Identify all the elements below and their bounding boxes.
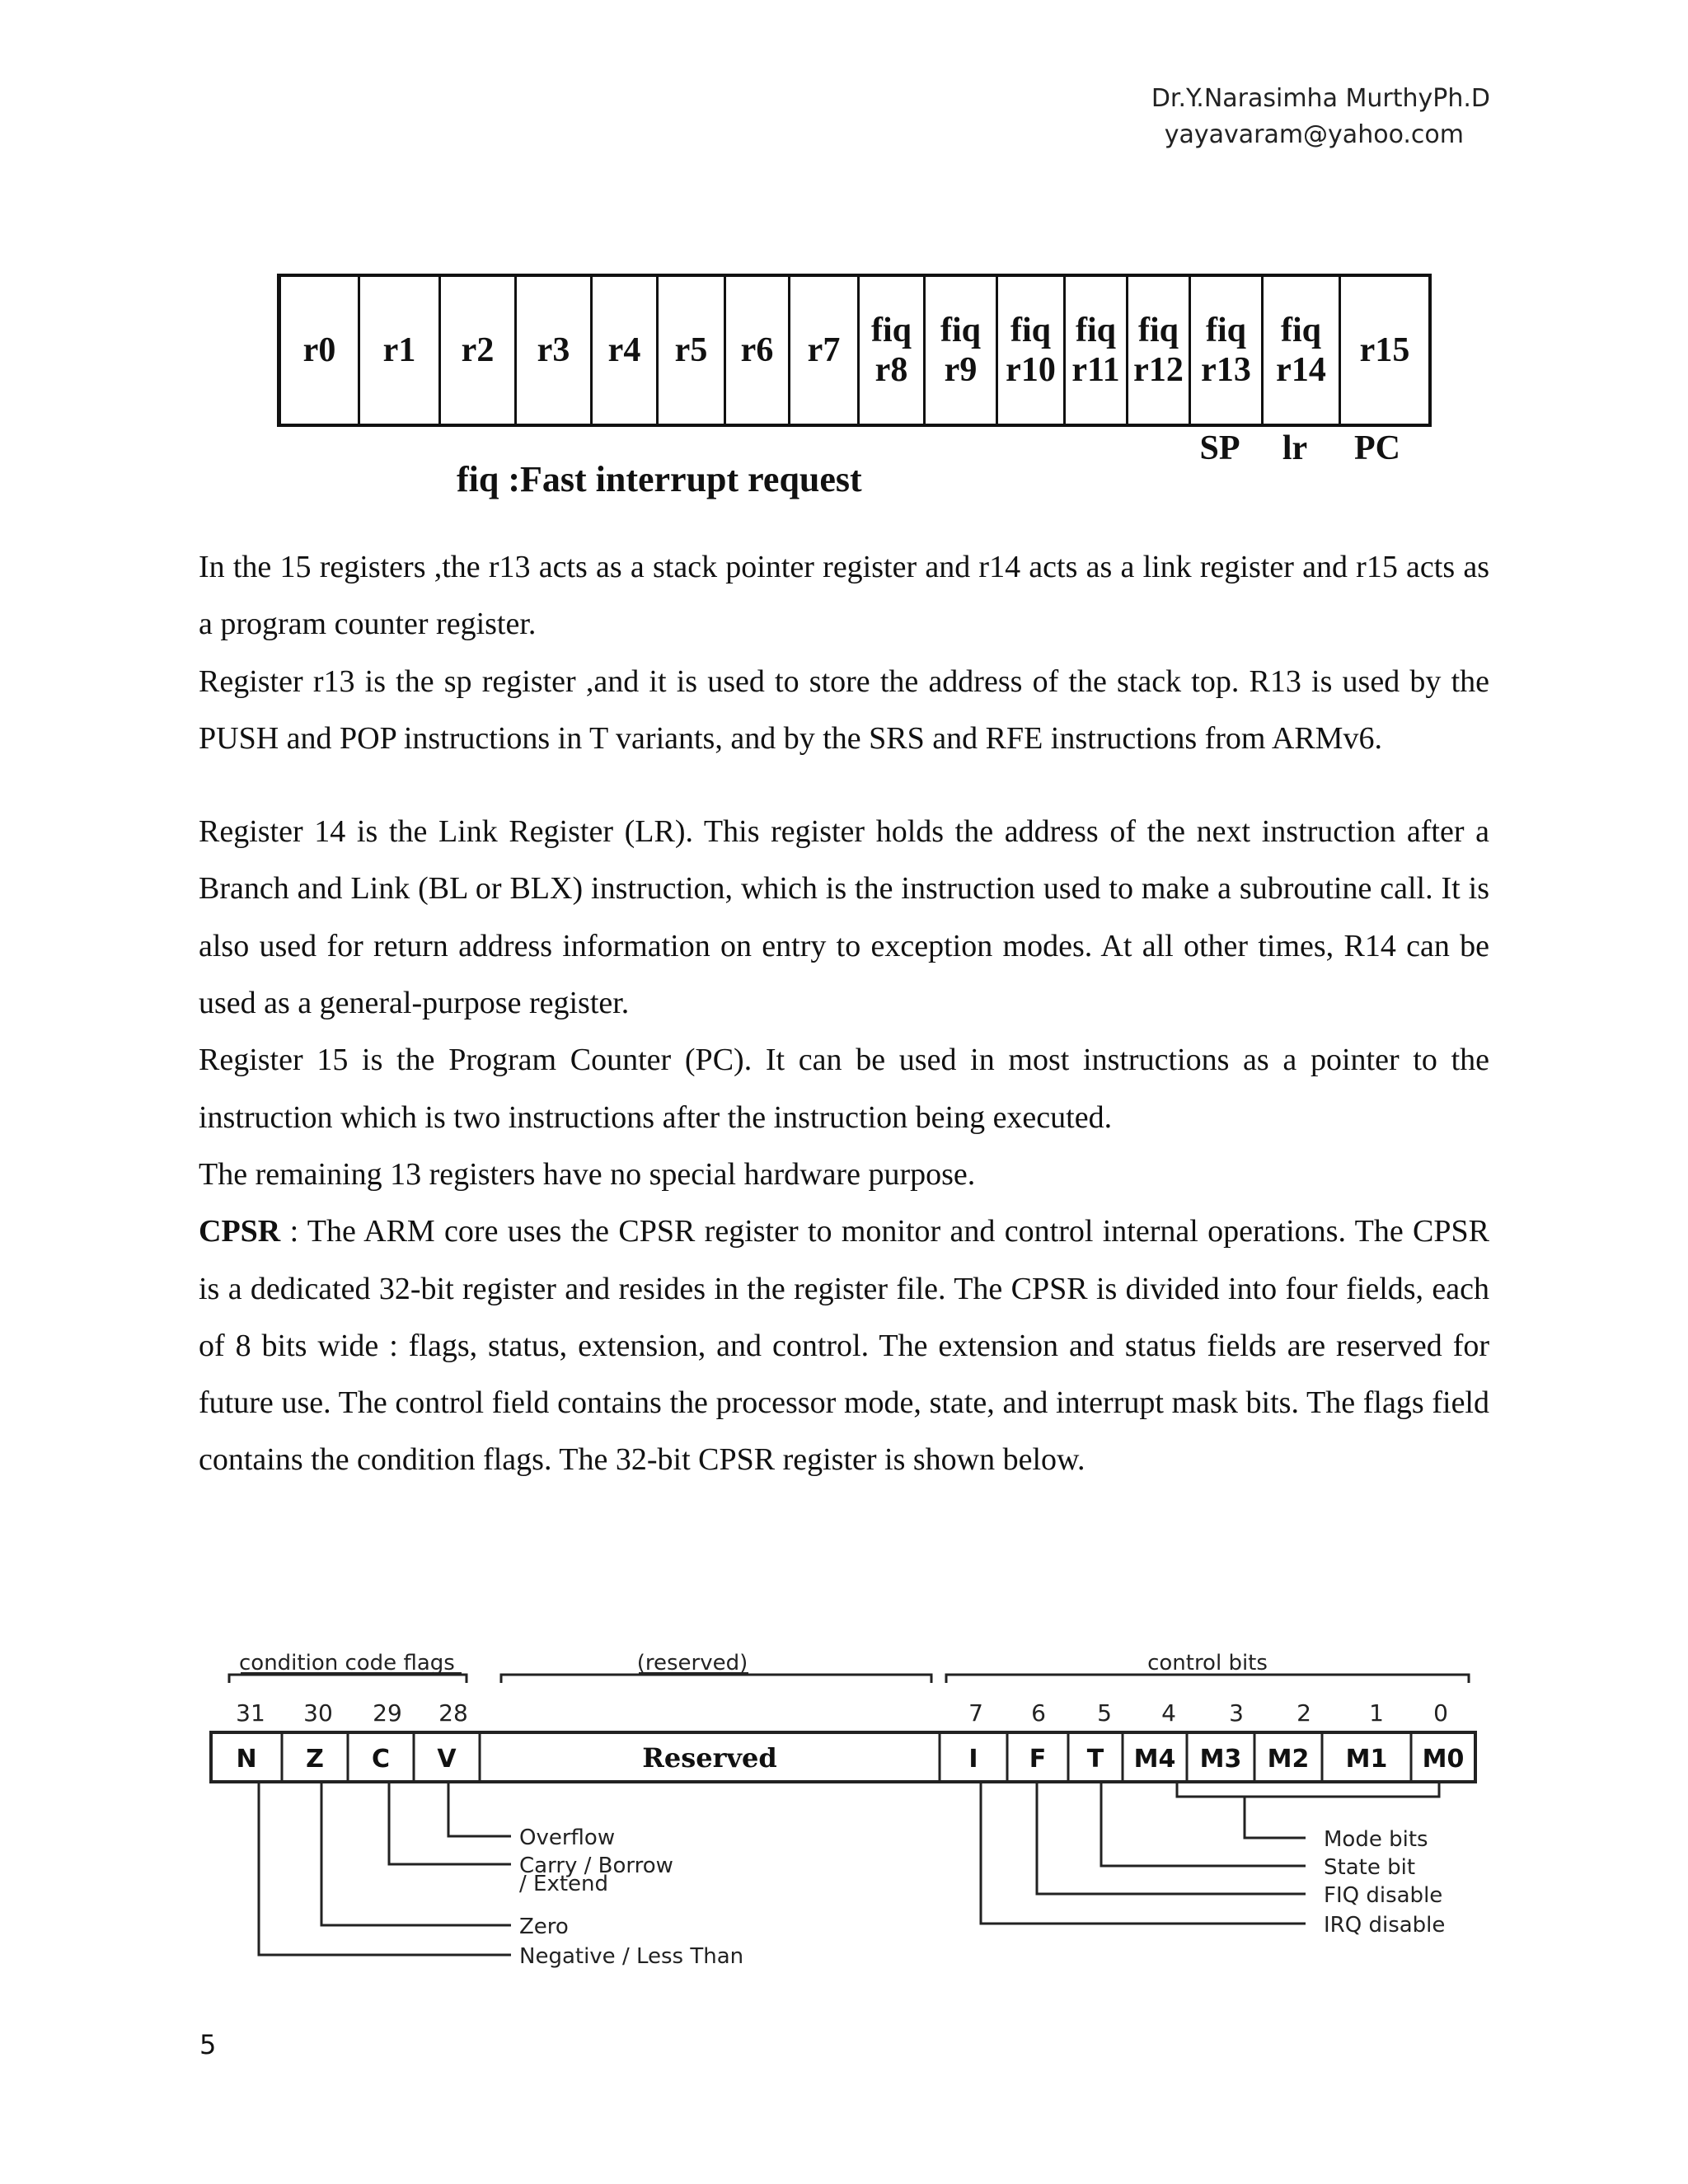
group-bracket xyxy=(229,1675,467,1683)
group-label-flags: condition code flags xyxy=(239,1651,455,1675)
cpsr-cell-m4: M4 xyxy=(1133,1745,1176,1774)
register-cell-r15 xyxy=(1341,277,1428,424)
flag-leader-line xyxy=(321,1783,511,1925)
sp-alias: SP xyxy=(1199,429,1240,467)
cpsr-cell-reserved: Reserved xyxy=(642,1742,777,1774)
bit-number: 28 xyxy=(438,1699,468,1727)
flag-label: Negative / Less Than xyxy=(519,1944,744,1969)
bit-number: 30 xyxy=(303,1699,333,1727)
bit-number: 7 xyxy=(968,1699,983,1727)
register-name: r7 xyxy=(807,331,841,369)
register-prefix: fiq xyxy=(940,312,981,349)
irq-leader-line xyxy=(981,1783,1306,1924)
register-prefix: fiq xyxy=(1280,312,1321,349)
register-prefix: fiq xyxy=(1010,312,1051,349)
control-label: IRQ disable xyxy=(1324,1913,1446,1938)
author-name: Dr.Y.Narasimha MurthyPh.D xyxy=(1151,84,1490,113)
register-cell-r13 xyxy=(1191,277,1264,424)
paragraph xyxy=(199,1203,1489,1488)
register-prefix: fiq xyxy=(1075,312,1116,349)
register-cell-r6 xyxy=(726,277,790,424)
control-label: FIQ disable xyxy=(1324,1883,1443,1908)
group-bracket xyxy=(501,1675,931,1683)
bit-number: 29 xyxy=(373,1699,402,1727)
paragraph: Register r13 is the sp register ,and it is used to store the address of the stack top. R13 is used by the PUSH and POP instructions in T variants, and by the SRS and RFE instructions from ARMv6. xyxy=(199,663,1489,756)
flag-label: Carry / Borrow xyxy=(519,1854,673,1878)
register-prefix: fiq xyxy=(1205,312,1246,349)
bit-number: 3 xyxy=(1229,1699,1244,1727)
register-cell-r10 xyxy=(998,277,1066,424)
bit-number: 5 xyxy=(1097,1699,1112,1727)
register-diagram xyxy=(277,274,1431,521)
author-email: yayavaram@yahoo.com xyxy=(1164,120,1464,149)
register-name: r1 xyxy=(382,331,416,369)
register-name: r12 xyxy=(1133,351,1184,389)
register-name: r6 xyxy=(740,331,774,369)
cpsr-label: CPSR xyxy=(199,1214,281,1249)
register-cell-r5 xyxy=(659,277,726,424)
register-cell-r11 xyxy=(1066,277,1128,424)
flag-leader-line xyxy=(448,1783,511,1836)
group-bracket xyxy=(946,1675,1469,1683)
register-cell-r2 xyxy=(441,277,517,424)
register-cell-r3 xyxy=(517,277,593,424)
register-name: r2 xyxy=(461,331,495,369)
bit-number: 1 xyxy=(1369,1699,1384,1727)
bit-number: 4 xyxy=(1161,1699,1176,1727)
cpsr-cell-n: N xyxy=(236,1745,257,1774)
register-name: r10 xyxy=(1006,351,1056,389)
cpsr-cell-m0: M0 xyxy=(1422,1745,1465,1774)
register-name: r9 xyxy=(944,351,978,389)
register-name: r3 xyxy=(537,331,570,369)
register-name: r14 xyxy=(1276,351,1326,389)
paragraph: The remaining 13 registers have no special hardware purpose. xyxy=(199,1156,976,1192)
bit-number: 2 xyxy=(1296,1699,1311,1727)
register-cell-r8 xyxy=(860,277,926,424)
cpsr-cell-f: F xyxy=(1029,1745,1047,1774)
group-label-reserved: (reserved) xyxy=(636,1651,748,1675)
control-label: Mode bits xyxy=(1324,1827,1428,1852)
cpsr-register-box xyxy=(211,1732,1475,1782)
pc-alias: PC xyxy=(1354,429,1400,467)
register-prefix: fiq xyxy=(870,312,912,349)
register-name: r13 xyxy=(1201,351,1251,389)
bit-number: 0 xyxy=(1433,1699,1448,1727)
cpsr-cell-v: V xyxy=(437,1745,457,1774)
paragraph: Register 14 is the Link Register (LR). This register holds the address of the next instruction after a Branch and Link (BL or BLX) instruction, which is the instruction used to make a subroutine call. It is also used for return address information on entry to exception modes. At all other times, R14 can be used as a general-purpose register. xyxy=(199,814,1489,1021)
register-cell-r0 xyxy=(281,277,360,424)
cpsr-cell-i: I xyxy=(968,1745,978,1774)
register-name: r11 xyxy=(1071,351,1120,389)
cpsr-cell-m2: M2 xyxy=(1267,1745,1310,1774)
page-header xyxy=(1151,81,1490,153)
paragraph: Register 15 is the Program Counter (PC). It can be used in most instructions as a pointer to the instruction which is two instructions after the instruction being executed. xyxy=(199,1043,1489,1135)
register-cell-r9 xyxy=(926,277,998,424)
cpsr-cell-z: Z xyxy=(306,1745,324,1774)
group-label-control: control bits xyxy=(1147,1651,1268,1675)
body-text xyxy=(199,539,1489,1489)
flag-label: Zero xyxy=(519,1915,569,1939)
control-label: State bit xyxy=(1324,1855,1416,1880)
mode-leader-line xyxy=(1245,1797,1306,1838)
cpsr-cell-c: C xyxy=(371,1745,391,1774)
register-name: r0 xyxy=(302,331,336,369)
cpsr-cell-m3: M3 xyxy=(1199,1745,1242,1774)
lr-alias: lr xyxy=(1282,429,1308,467)
page-number: 5 xyxy=(199,2029,217,2060)
register-prefix: fiq xyxy=(1137,312,1179,349)
cpsr-text: : The ARM core uses the CPSR register to monitor and control internal operations. The CPSR is a dedicated 32-bit register and resides in the register file. The CPSR is divided into four fields, each of 8 bits wide : flags, status, extension, and control. The extension and status fields are reserved for future use. The control field contains the processor mode, state, and interrupt mask bits. The flags field contains the condition flags. The 32-bit CPSR register is shown below. xyxy=(199,1214,1489,1478)
cpsr-cell-t: T xyxy=(1086,1745,1104,1774)
cpsr-cell-m1: M1 xyxy=(1345,1745,1388,1774)
flag-label: / Extend xyxy=(519,1872,609,1896)
flag-leader-line xyxy=(389,1783,511,1864)
flag-leader-line xyxy=(259,1783,511,1955)
fiq-caption: fiq :Fast interrupt request xyxy=(457,459,862,499)
register-cell-r14 xyxy=(1264,277,1341,424)
bit-number: 6 xyxy=(1031,1699,1046,1727)
mode-bracket xyxy=(1177,1783,1439,1797)
paragraph: In the 15 registers ,the r13 acts as a stack pointer register and r14 acts as a link register and r15 acts as a program counter register. xyxy=(199,550,1489,642)
state-leader-line xyxy=(1101,1783,1306,1866)
register-cell-r7 xyxy=(790,277,860,424)
register-name: r15 xyxy=(1359,331,1410,369)
register-name: r5 xyxy=(674,331,708,369)
flag-label: Overflow xyxy=(519,1825,616,1850)
register-cell-r12 xyxy=(1128,277,1191,424)
fiq-leader-line xyxy=(1037,1783,1306,1894)
register-cell-r4 xyxy=(593,277,659,424)
register-name: r4 xyxy=(607,331,641,369)
register-table xyxy=(277,274,1432,427)
bit-number: 31 xyxy=(236,1699,265,1727)
register-name: r8 xyxy=(874,351,908,389)
register-cell-r1 xyxy=(360,277,441,424)
